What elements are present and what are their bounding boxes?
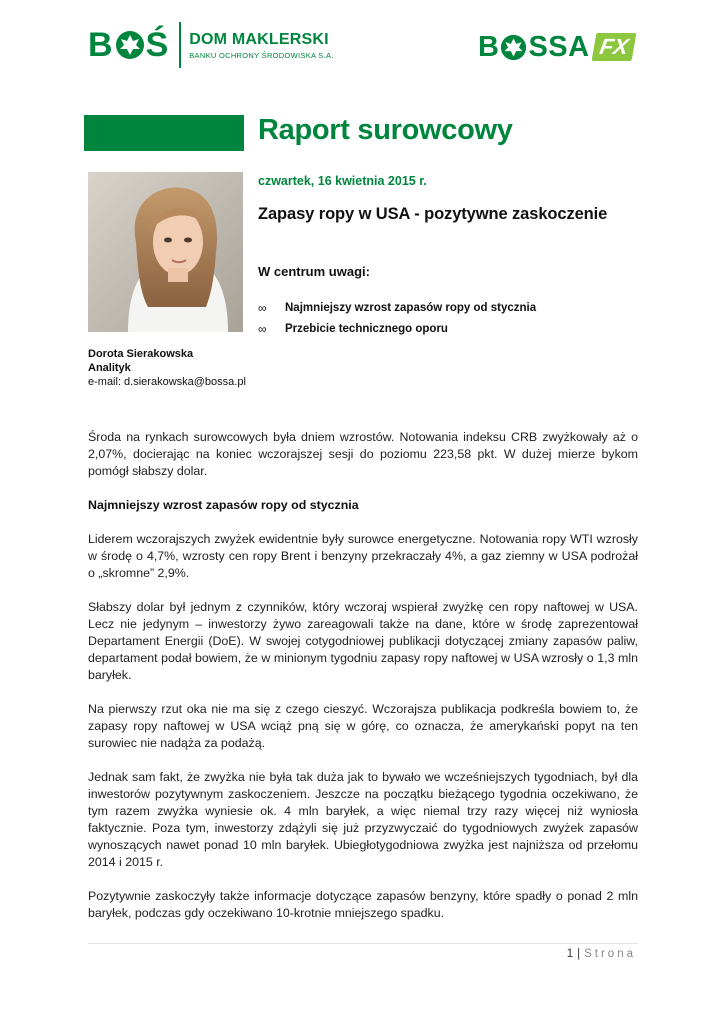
infinity-bullet-icon: ∞ [258, 300, 267, 315]
dm-title: DOM MAKLERSKI [189, 30, 329, 48]
author-role: Analityk [88, 362, 131, 374]
fx-badge: FX [591, 33, 636, 61]
author-name: Dorota Sierakowska [88, 348, 194, 360]
body-paragraph: Pozytywnie zaskoczyły także informacje dotyczące zapasów benzyny, które spadły o ponad 2 mln baryłek, podczas gdy oczekiwano 10-krotnie mniejszego spadku. [88, 889, 638, 920]
bossa-letters-ssa: SSA [528, 30, 590, 63]
bossa-wordmark [478, 31, 590, 64]
focus-list [258, 297, 536, 339]
bossa-fx-logo [478, 27, 634, 67]
logo-divider [179, 22, 181, 68]
report-date: czwartek, 16 kwietnia 2015 r. [258, 174, 427, 188]
page-word: Strona [584, 948, 636, 960]
body-paragraph: Na pierwszy rzut oka nie ma się z czego cieszyć. Wczorajsza publikacja podkreśla bowiem to, że zapasy ropy naftowej w USA wciąż pną się w górę, co oznacza, że amerykański popyt na ten surowiec nie nadąża za podażą. [88, 702, 638, 750]
focus-item-text: Najmniejszy wzrost zapasów ropy od stycznia [285, 301, 537, 314]
report-body [88, 429, 638, 939]
analyst-photo [88, 172, 243, 332]
bos-logo [88, 20, 334, 70]
bos-letter-s: Ś [145, 25, 170, 64]
body-paragraph: Jednak sam fakt, że zwyżka nie była tak duża jak to bywało we wcześniejszych tygodniach, był dla inwestorów pozytywnym zaskoczeniem. Jeszcze na początku bieżącego tygodnia oczekiwano, że tym razem zwyżka wyniesie ok. 4 mln baryłek, a więc niemal trzy razy więcej niż wyniosła faktycznie. Poza tym, inwestorzy zdążyli się już przyzwyczaić do tygodniowych zwyżek zapasów wynoszących nawet ponad 10 mln baryłek. Ubiegłotygodniowa zwyżka jest najniższa od przełomu 2014 i 2015 r. [88, 770, 638, 869]
dm-subtitle: BANKU OCHRONY ŚRODOWISKA S.A. [189, 50, 334, 60]
portrait-image [88, 172, 243, 332]
author-email[interactable]: e-mail: d.sierakowska@bossa.pl [88, 376, 246, 388]
bossa-letter-b: B [478, 30, 500, 63]
footer-separator: | [577, 948, 581, 960]
leaf-icon [115, 30, 145, 60]
body-paragraph: Liderem wczorajszych zwyżek ewidentnie były surowce energetyczne. Notowania ropy WTI wzrosły w środę o 4,7%, wzrosty cen ropy Brent i benzyny przekraczały 4%, a gaz ziemny w USA podrożał o „skromne” 2,9%. [88, 532, 638, 580]
report-headline: Zapasy ropy w USA - pozytywne zaskoczenie [258, 205, 608, 223]
footer-divider [88, 943, 638, 944]
infinity-bullet-icon: ∞ [258, 321, 267, 336]
focus-item-text: Przebicie technicznego oporu [285, 322, 448, 335]
intro-paragraph: Środa na rynkach surowcowych była dniem wzrostów. Notowania indeksu CRB zwyżkowały aż o 2,07%, docierając na koniec wczorajszej sesji do poziomu 223,58 pkt. W dużej mierze bykom pomógł słabszy dolar. [88, 430, 638, 478]
bos-letter-b: B [88, 25, 114, 64]
bos-wordmark [88, 26, 169, 65]
body-paragraph: Słabszy dolar był jednym z czynników, który wczoraj wspierał zwyżkę cen ropy naftowej w USA. Lecz nie jedynym – inwestorzy żywo zareagowali także na dane, które w środę zaprezentował Departament Energii (DoE). W swojej cotygodniowej publikacji dotyczącej zmiany zapasów paliw, departament podał bowiem, że w minionym tygodniu zapasy ropy naftowej w USA wzrosły o 1,3 mln baryłek. [88, 600, 638, 682]
leaf-icon [500, 34, 527, 61]
title-accent-bar [84, 115, 244, 151]
report-title: Raport surowcowy [258, 114, 513, 146]
page-footer [567, 948, 636, 960]
page-number: 1 [566, 948, 574, 960]
author-info [88, 347, 246, 389]
list-item [258, 297, 536, 318]
list-item [258, 318, 536, 339]
focus-label: W centrum uwagi: [258, 264, 370, 279]
section-title: Najmniejszy wzrost zapasów ropy od stycznia [88, 498, 359, 512]
